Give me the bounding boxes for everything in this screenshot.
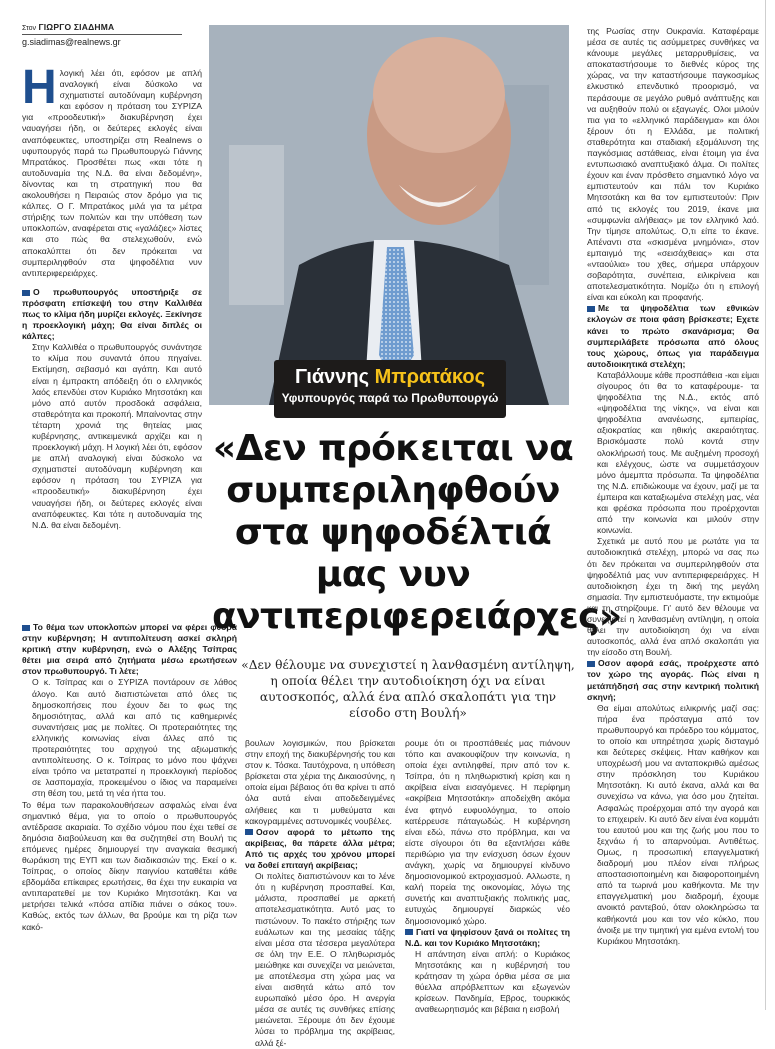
question-4-text: Γιατί να ψηφίσουν ξανά οι πολίτες τη Ν.Δ. και τον Κυριάκο Μητσοτάκη;: [405, 926, 570, 948]
headline: «Δεν πρόκειται να συμπεριληφθούν στα ψηφοδέλτιά μας νυν αντιπεριφερειάρχες»: [212, 428, 622, 637]
answer-2c: βουλων λογισμικών, που βρίσκεται στην εποχή της διακυβέρνησής του και στον κ. Τόσκα. Ταυτόχρονα, η υπόθεση βρίσκεται στα χέρια της Δικαιοσύνης, η οποία είμαι βέβαιος ότι θα κρίνει τι από όλα αυτά είναι αποδεδειγμένες αλήθειες και τι μυθεύματα και κακογραμμένες αστυνομικές νουβέλες.: [245, 738, 395, 826]
interviewee-last-name: Μπρατάκος: [374, 366, 486, 388]
answer-4: Η απάντηση είναι απλή: ο Κυριάκος Μητσοτάκης και η κυβέρνησή του κράτησαν τη χώρα όρθια μέσα σε μια θύελλα απρόβλεπτων και εξωγενών κρίσεων. Πανδημία, Εβρος, τουρκικός αναθεωρητισμός και βέβαια η εισβολή: [415, 948, 570, 1015]
question-marker-icon: [22, 625, 30, 631]
answer-3: Οι πολίτες διαπιστώνουν και το λένε ότι η κυβέρνηση προσπαθεί. Και, μάλιστα, προσπαθεί με αρκετή αποτελεσματικότητα. Αυτό μας το πιστώνουν. Το πακέτο στήριξης των ευάλωτων και της μεσαίας τάξης είναι μέσα στα τέσσερα μεγαλύτερα σε όλη την Ε.Ε. Ο πληθωρισμός μειώθηκε και συνεχίζει να μειώνεται, με αποτέλεσμα στη χώρα μας να είναι αισθητά κάτω από τον ευρωπαϊκό μέσο όρο. Η ανεργία μέσα σε αυτές τις συνθήκες επίσης μειώνεται. Ξέρουμε ότι δεν έχουμε λύσει το πρόβλημα της ακρίβειας, αλλά ξέ-: [255, 871, 395, 1048]
portrait-photo: [209, 25, 569, 405]
answer-1: Στην Καλλιθέα ο πρωθυπουργός συνάντησε το κλίμα που συναντά όπου πηγαίνει. Εκτίμηση, σεβασμό και αγάπη. Και αυτό είναι η έμπρακτη απόδειξη ότι ο ελληνικός λαός επενδύει στον Κυριάκο Μητσοτάκη και μόνο από αυτόν προσδοκά ασφάλεια, σταθερότητα και προκοπή. Μπαίνοντας στην τέταρτη χρονιά της θητείας μιας κυβέρνησης, αντικειμενικά αρχίζει και η προεκλογική μάχη. Η λογική λέει ότι, εφόσον με απλή αναλογική είναι δύσκολο να σχηματιστεί αυτοδύναμη κυβέρνηση και εφόσον η πρόταση του ΣΥΡΙΖΑ για «προοδευτική» διακυβέρνηση έχει ναυαγήσει ήδη, οι δεύτερες εκλογές είναι αναπόφευκτες. Και τότε η αυτοδυναμία της Ν.Δ. θα είναι δεδομένη.: [32, 342, 202, 530]
question-2: [22, 622, 237, 677]
byline-rule: [22, 34, 182, 35]
answer-4b: της Ρωσίας στην Ουκρανία. Καταφέραμε μέσα σε αυτές τις ασύμμετρες συνθήκες να κάνουμε μεγάλες μεταρρυθμίσεις, να αποκαταστήσουμε το διεθνές κύρος της χώρας, να την καταστήσουμε παγκοσμίως ελκυστικό επενδυτικό προορισμό, να περάσουμε σε μεγάλο ρυθμό ανάπτυξης και να αυξηθούν πολύ οι εξαγωγές. Ολοι μιλούν πια για το «ελληνικό παράδειγμα» και όλοι ξέρουν ότι η Ελλάδα, με πολιτική σταθερότητα και σταδιακή εξομάλυνση της παγκόσμιας αστάθειας, είναι έτοιμη για ένα εντυπωσιακό αναπτυξιακό άλμα. Οι πολίτες έχουν και έναν πρόσθετο σημαντικό λόγο να εμπιστευτούν και πάλι τον Κυριάκο Μητσοτάκη και θα τον εμπιστευτούν: Πριν από τις εκλογές του 2019, έκανε μια «συμφωνία αλήθειας» με τον ελληνικό λαό. Την τίμησε απολύτως. Ο,τι είπε το έκανε. Απέναντι στα «σκισμένα μνημόνια», στον εμπαιγμό της «σεισάχθειας» και στα «νταούλια» του χθες, σήμερα υπάρχουν σοβαρότητα, συνέπεια, ειλικρίνεια και αποτελεσματικότητα. Νομίζω ότι η επιλογή είναι και εύκολη και προφανής.: [587, 26, 759, 303]
question-5: [587, 303, 759, 370]
byline-prefix: Στον: [22, 25, 37, 32]
question-marker-icon: [405, 929, 413, 935]
question-1: [22, 287, 202, 342]
question-3: [245, 827, 395, 871]
question-marker-icon: [587, 661, 595, 667]
question-marker-icon: [587, 306, 595, 312]
answer-6: Θα είμαι απολύτως ειλικρινής μαζί σας: πήρα ένα πρόσταγμα από τον πρωθυπουργό και πρόεδρο του κόμματος, το οποίο και υπηρέτησα χωρίς δισταγμό και δεύτερες σκέψεις. Ηταν καθήκον και υποχρέωσή μου να ανταποκριθώ αμέσως στην πρόσκληση του Κυριάκου Μητσοτάκη. Κι αυτό έκανα, αλλά και θα συνεχίσω να κάνω, για όσο μου ζητείται. Ασφαλώς προέρχομαι από την αγορά και το επιχειρείν. Κι αυτό δεν είναι ένα κομμάτι του εαυτού μου και της ζωής μου που το ξεχνάω ή το απαρνούμαι. Αντιθέτως. Ομως, η προσωπική επαγγελματική διαδρομή μου πλέον είναι πλήρως αποστασιοποιημένη και διαφοροποιημένη από τα τωρινά μου καθήκοντα. Με την επαγγελματική μου διαδρομή, έχουμε ανοικτό ραντεβού, όταν ολοκληρώσω τα καθήκοντά μου και τον νέο κύκλο, που άνοιξε με την τιμητική για εμένα εντολή του Κυριάκου Μητσοτάκη.: [597, 702, 759, 946]
column-1-bottom: [22, 622, 237, 933]
question-marker-icon: [22, 290, 30, 296]
answer-2a: Ο κ. Τσίπρας και ο ΣΥΡΙΖΑ ποντάρουν σε λάθος άλογο. Και αυτό διαπιστώνεται από όλες τις δημοσκοπήσεις που έχουν δει το φως της δημοσιότητας, αλλά και από τις καθημερινές συναντήσεις μας με πολίτες. Οι προτεραιότητες της ελληνικής κοινωνίας είναι άλλες από τις προτεραιότητες του αρχηγού της αξιωματικής αντιπολίτευσης. Ο κ. Τσίπρας το μόνο που ψάχνει είναι τρόπο να μετατραπεί η προεκλογική περίοδος σε λασπομαχία, προκειμένου ο ίδιος να παραμείνει στη θέση του, μετά τη νέα ήττα του.: [32, 677, 237, 799]
column-2: [245, 738, 395, 1049]
question-4: [405, 927, 570, 949]
answer-5b: Σχετικά με αυτό που με ρωτάτε για τα αυτοδιοικητικά στελέχη, μπορώ να σας πω ότι δεν πρόκειται να συμπεριληφθούν στα ψηφοδέλτιά μας νυν αντιπεριφερειάρχες. Η αυτοδιοίκηση έχει τη δική της μεγάλη σημασία. Την εμπιστευόμαστε, την εκτιμούμε και τη στηρίζουμε. Γι' αυτό δεν θέλουμε να συνεχιστεί η λανθασμένη αντίληψη, η οποία θέλει την αυτοδιοίκηση όχι να είναι αυτοσκοπός, αλλά ένα απλό σκαλοπάτι για την είσοδο στη Βουλή.: [587, 536, 759, 658]
column-4: [587, 26, 759, 947]
name-plate: [274, 360, 506, 418]
question-6-text: Οσον αφορά εσάς, προέρχεστε από τον χώρο της αγοράς. Πώς είναι η μετάπήδησή σας στην κεντρική πολιτική σκηνή;: [587, 658, 759, 702]
byline: [22, 22, 202, 47]
intro-text: λογική λέει ότι, εφόσον με απλή αναλογική είναι δύσκολο να σχηματιστεί αυτοδύναμη κυβέρνηση και εφόσον η πρόταση του ΣΥΡΙΖΑ για «προοδευτική» διακυβέρνηση έχει ναυαγήσει ήδη, οι δεύτερες εκλογές είναι αναπόφευκτες, υποστηρίζει στη Realnews ο υφυπουργός παρά τω Πρωθυπουργώ Γιάννης Μπρατάκος. Προσθέτει πως «και τότε η αυτοδυναμία της Ν.Δ. θα είναι δεδομένη», δίνοντας και τη στρατηγική που θα ακολουθήσει η Πειραιώς στον δρόμο για τις κάλπες. Ο Γ. Μπρατάκος μιλά για τα μέτρα στήριξης των πολιτών και την υπόθεση των υποκλοπών, αναφέρεται στις «γαλάζιες» λίστες και στο πώς θα στελεχωθούν, ενώ αποκαλύπτει ότι δεν πρόκειται να συμπεριληφθούν στα ψηφοδέλτια νυν αντιπεριφερειάρχες.: [22, 68, 202, 278]
byline-email: g.siadimas@realnews.gr: [22, 37, 121, 47]
column-3: [405, 738, 570, 1015]
question-6: [587, 658, 759, 702]
interviewee-role: Υφυπουργός παρά τω Πρωθυπουργώ: [281, 391, 499, 405]
question-5-text: Με τα ψηφοδέλτια των εθνικών εκλογών σε ποια φάση βρίσκεστε; Εχετε κάνει το πρώτο σκανάρισμα; Θα συμπεριλάβετε πρόσωπα από όλους τους χώρους, όπως για παράδειγμα αυτοδιοικητικά στελέχη;: [587, 303, 759, 369]
interviewee-first-name: Γιάννης: [294, 366, 370, 388]
column-1-top: [22, 61, 202, 531]
dropcap: Η: [22, 61, 57, 114]
byline-author: ΓΙΩΡΓΟ ΣΙΑΔΗΜΑ: [38, 22, 115, 32]
answer-3b: ρουμε ότι οι προσπάθειές μας πιάνουν τόπο και ανακουφίζουν την κοινωνία, η οποία έχει αντιληφθεί, πριν από τον κ. Τσίπρα, ότι η πληθωριστική κρίση και η ακρίβεια είναι εισαγόμενες. Η περίφημη «ακρίβεια Μητσοτάκη» αποδείχθη ακόμα ένα φτηνό ευφυολόγημα, το οποίο κατέρρευσε πάταγωδώς. Η κυβέρνηση είναι εδώ, πάνω στο πρόβλημα, και να είστε σίγουροι ότι θα εξαντλήσει κάθε περιθώριο για την ενίσχυση όσων έχουν ανάγκη, χωρίς να δημιουργεί κίνδυνο δημοσιονομικού εκτροχιασμού. Αλλωστε, η καλή πορεία της οικονομίας, λόγω της συνετής και αναπτυξιακής πολιτικής μας, ευτυχώς δημιουργεί διαρκώς νέο δημοσιονομικό χώρο.: [405, 738, 570, 926]
answer-5a: Καταβάλλουμε κάθε προσπάθεια -και είμαι σίγουρος ότι θα το καταφέρουμε- τα ψηφοδέλτια της Ν.Δ., εκτός από «ψηφοδέλτια της νίκης», να είναι και ψηφοδέλτια ανανέωσης, εμπειρίας, αξιοκρατίας και ηθικής ακεραιότητας. Βρισκόμαστε πολύ κοντά στην ολοκλήρωσή τους. Με αυξημένη προσοχή και ελέγχους, ώστε να συμμετάσχουν μόνο άμεμπτα πρόσωπα. Τα ψηφοδέλτια της Ν.Δ. επιδιώκουμε να έχουν, μαζί με τα έμπειρα και καταξιωμένα στελέχη μας, νέα και φρέσκα πρόσωπα που προέρχονται από την κοινωνία και μιλούν στην κοινωνία.: [597, 369, 759, 536]
question-marker-icon: [245, 829, 253, 835]
page-edge-rule: [765, 0, 766, 1010]
question-1-text: Ο πρωθυπουργός υποστήριξε σε πρόσφατη επίσκεψή του στην Καλλιθέα πως το κλίμα ήδη μυρίζει εκλογές. Ξεκίνησε η προεκλογική μάχη; Θα είναι διπλές οι κάλπες;: [22, 286, 202, 342]
portrait-illustration: [209, 25, 569, 405]
answer-2b: Το θέμα των παρακολουθήσεων ασφαλώς είναι ένα σημαντικό θέμα, για το οποίο ο πρωθυπουργός αντέδρασε ακαριαία. Το σχέδιο νόμου που έχει τεθεί σε δημόσια διαβούλευση και θα συζητηθεί στη Βουλή τις επόμενες ημέρες δημιουργεί την αναγκαία θεσμική θωράκιση της ΕΥΠ και των διαδικασιών της. Εκεί ο κ. Τσίπρας, ο οποίος δίκην παιγνίου καταθέτει κάθε εβδομάδα επίκαιρες ερωτήσεις, θα έχει την ευκαιρία να αντιπαρατεθεί με τον Κυριάκο Μητσοτάκη. Και να μετρήσει τελικά «πόσα απίδια πιάνει ο σάκος του». Καθώς, εκτός των άλλων, θα βρούμε και τη ρίζα των κακό-: [22, 799, 237, 932]
pull-quote: «Δεν θέλουμε να συνεχιστεί η λανθασμένη αντίληψη, η οποία θέλει την αυτοδιοίκηση όχι να είναι αυτοσκοπός, αλλά ένα απλό σκαλοπάτι για την είσοδο στη Βουλή»: [241, 658, 575, 720]
question-2-text: Το θέμα των υποκλοπών μπορεί να φέρει φθορά στην κυβέρνηση; Η αντιπολίτευση ασκεί σκληρή κριτική στην κυβέρνηση, ενώ ο Αλέξης Τσίπρας θέτει μια σειρά από ζητήματα μέσω ερωτήσεων στον πρωθυπουργό. Τι λέτε;: [22, 622, 237, 677]
question-3-text: Οσον αφορά το μέτωπο της ακρίβειας, θα πάρετε άλλα μέτρα; Από τις αρχές του χρόνου μπορεί να δοθεί επιταγή ακρίβειας;: [245, 826, 395, 871]
